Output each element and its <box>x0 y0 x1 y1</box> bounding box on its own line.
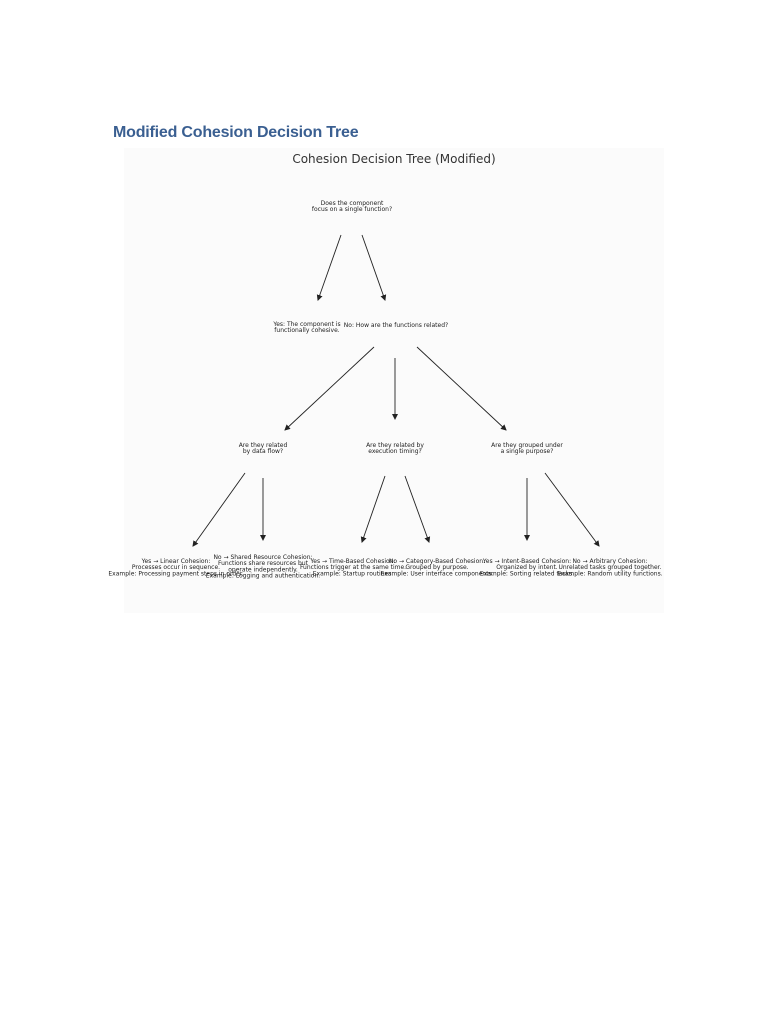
edge-arrow-1 <box>318 235 341 300</box>
decision-tree-diagram <box>108 148 664 613</box>
node-arbitrary-line: No → Arbitrary Cohesion: <box>572 558 648 565</box>
node-data-flow-line: Are they related <box>238 442 288 449</box>
node-intent-based-line: Organized by intent. <box>496 564 558 572</box>
node-single-purpose-line: Are they grouped under <box>491 442 563 449</box>
node-exec-timing-line: Are they related by <box>366 442 424 449</box>
node-single-purpose <box>491 442 563 455</box>
node-intent-based-line: Example: Sorting related tasks. <box>479 570 575 578</box>
node-functional <box>272 321 340 334</box>
node-root <box>312 200 392 213</box>
node-functional-line: Yes: The component is <box>273 321 341 328</box>
node-how-related-line: No: How are the functions related? <box>343 322 449 329</box>
node-time-based-line: Yes → Time-Based Cohesion: <box>310 558 396 565</box>
node-time-based-line: Example: Startup routines. <box>312 570 394 578</box>
node-functional-line: functionally cohesive. <box>274 327 340 335</box>
node-shared-resource-line: No → Shared Resource Cohesion: <box>213 554 313 561</box>
node-shared-resource-line: Functions share resources but <box>217 560 309 568</box>
node-arbitrary-line: Example: Random utility functions. <box>557 570 663 578</box>
tree-nodes <box>108 200 662 580</box>
node-category-based-line: No → Category-Based Cohesion: <box>388 558 486 565</box>
node-arbitrary <box>557 558 662 577</box>
node-linear-line: Yes → Linear Cohesion: <box>141 558 211 565</box>
node-exec-timing-line: execution timing? <box>368 448 422 456</box>
node-single-purpose-line: a single purpose? <box>500 448 554 456</box>
node-data-flow <box>239 442 288 455</box>
edge-arrow-11 <box>545 473 599 546</box>
diagram-title: Cohesion Decision Tree (Modified) <box>292 152 496 166</box>
node-shared-resource-line: Example: Logging and authentication. <box>205 572 321 580</box>
node-linear-line: Example: Processing payment steps in order. <box>108 570 244 578</box>
edge-arrow-6 <box>193 473 245 546</box>
node-time-based-line: Functions trigger at the same time. <box>299 564 407 572</box>
document-heading: Modified Cohesion Decision Tree <box>113 124 359 141</box>
node-root-line: Does the component <box>320 200 384 207</box>
node-category-based-line: Grouped by purpose. <box>405 564 469 572</box>
edge-arrow-8 <box>362 476 385 542</box>
edge-arrow-9 <box>405 476 429 542</box>
node-category-based-line: Example: User interface components. <box>380 570 494 578</box>
node-root-line: focus on a single function? <box>311 206 393 214</box>
node-arbitrary-line: Unrelated tasks grouped together. <box>558 564 662 572</box>
node-linear-line: Processes occur in sequence. <box>131 564 221 572</box>
node-shared-resource-line: operate independently. <box>228 566 298 574</box>
node-data-flow-line: by data flow? <box>242 448 284 456</box>
edge-arrow-3 <box>285 347 374 430</box>
node-exec-timing <box>366 442 424 455</box>
decision-tree-figure <box>108 148 664 613</box>
node-intent-based-line: Yes → Intent-Based Cohesion: <box>482 558 572 565</box>
edge-arrow-5 <box>417 347 506 430</box>
tree-edges <box>193 235 599 546</box>
node-how-related <box>344 322 448 329</box>
edge-arrow-2 <box>362 235 385 300</box>
